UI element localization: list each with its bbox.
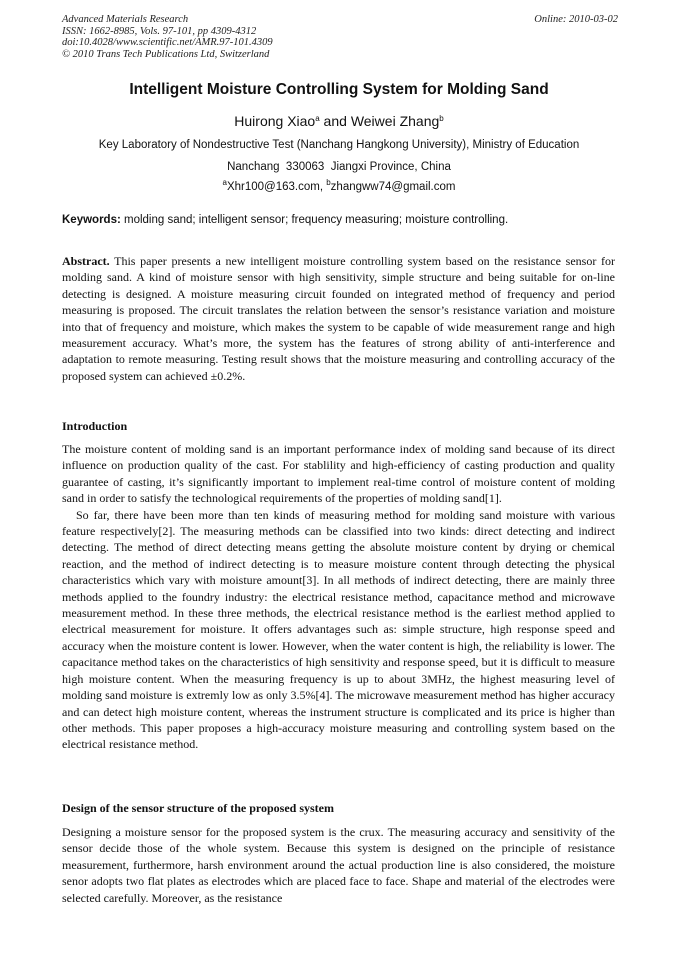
abstract-label: Abstract. xyxy=(62,254,110,268)
author-2: Weiwei Zhang xyxy=(350,113,440,129)
introduction-paragraph-2: So far, there have been more than ten kinds of measuring method for molding sand moisture with various feature respectively[2]. The measuring methods can be classified into two kinds: direct detecting and indirect detecting. The method of direct detecting means getting the absolute moisture content by drying or chemical reaction, and the method of indirect detecting is to measure moisture content through detecting the physical characteristics which vary with moisture amount[3]. In all methods of indirect detecting, there are mainly three methods applied to the foundry industry: the electrical resistance method, capacitance method and microwave measurement method. In these three methods, the electrical resistance method is the earliest method applied to electrical measurement for moisture. It offers advantages such as: simple structure, high response speed and accuracy when the moisture content is lower. However, when the water content is high, the reliability is lower. The capacitance method takes on the characteristics of high sensitivity and response speed, but it is difficult to measure high moisture content. When the measuring frequency is up to about 3MHz, the highest measuring level of molding sand moisture is extremly low as only 3.5%[4]. The microwave measurement method has higher accuracy and can detect high moisture content, whereas the instrument structure is complicated and its price is higher than other methods. This paper proposes a high-accuracy moisture measuring and controlling system based on the electrical resistance method. xyxy=(62,507,615,752)
email-2: zhangww74@gmail.com xyxy=(330,181,456,193)
affiliation-line-2: Nanchang 330063 Jiangxi Province, China xyxy=(227,161,451,173)
keywords xyxy=(62,214,618,226)
introduction-body xyxy=(62,441,615,753)
journal-name: Advanced Materials Research xyxy=(62,14,189,25)
author-2-sup: b xyxy=(439,114,444,123)
issn-line: ISSN: 1662-8985, Vols. 97-101, pp 4309-4312 xyxy=(62,25,257,37)
affiliation-line-1: Key Laboratory of Nondestructive Test (Nanchang Hangkong University), Ministry of Education xyxy=(98,139,580,151)
online-date: Online: 2010-03-02 xyxy=(534,14,618,25)
abstract xyxy=(62,253,615,384)
design-paragraph-1: Designing a moisture sensor for the proposed system is the crux. The measuring accuracy and sensitivity of the sensor decide those of the whole system. Because this system is designed on the principle of resistance measurement, furthermore, harsh environment around the actual production line is also considered, the moisture senor adopts two flat plates as electrodes which are placed face to face. Shape and material of the electrodes were selected carefully. Moreover, as the resistance xyxy=(62,825,615,905)
author-1-sup: a xyxy=(315,114,320,123)
journal-header xyxy=(62,14,618,60)
abstract-text: This paper presents a new intelligent moisture controlling system based on the resistance sensor for molding sand. A kind of moisture sensor with high sensitivity, simple structure and being suitable for on-line detecting is designed. A moisture measuring circuit founded on integrated method of frequency and period measuring is proposed. The circuit translates the relation between the sensor’s resistance variation and moisture into that of frequency and moisture, which makes the system to be capable of wide measurement range and high measurement accuracy. What’s more, the system has the features of strong ability of anti-interference and adaptation to remote measuring. Testing result shows that the moisture measuring and controlling accuracy of the proposed system can achieved ±0.2%. xyxy=(62,254,615,383)
introduction-heading: Introduction xyxy=(62,419,128,433)
email-2-sup: b xyxy=(326,178,331,187)
keywords-label: Keywords: xyxy=(62,214,121,226)
email-1-sup: a xyxy=(222,178,227,187)
introduction-paragraph-1: The moisture content of molding sand is an important performance index of molding sand because of its direct influence on production quality of the cast. For stablility and high-efficiency of casting production and quality guarantee of casting, it’s significantly important to implement real-time control of moisture content of molding sand in order to satisfy the technological requirements of the properties of molding sand[1]. xyxy=(62,442,615,506)
email-line xyxy=(0,178,678,193)
design-body xyxy=(62,824,615,906)
author-1: Huirong Xiao xyxy=(234,113,316,129)
paper-title: Intelligent Moisture Controlling System for Molding Sand xyxy=(129,81,549,98)
copyright-line: © 2010 Trans Tech Publications Ltd, Switzerland xyxy=(62,48,270,60)
author-line xyxy=(0,113,678,129)
design-heading: Design of the sensor structure of the proposed system xyxy=(62,801,334,815)
email-1: Xhr100@163.com, xyxy=(226,181,327,193)
keywords-text: molding sand; intelligent sensor; frequency measuring; moisture controlling. xyxy=(120,214,509,226)
doi-line: doi:10.4028/www.scientific.net/AMR.97-101.4309 xyxy=(62,37,273,48)
author-conjunction: and xyxy=(319,113,351,129)
